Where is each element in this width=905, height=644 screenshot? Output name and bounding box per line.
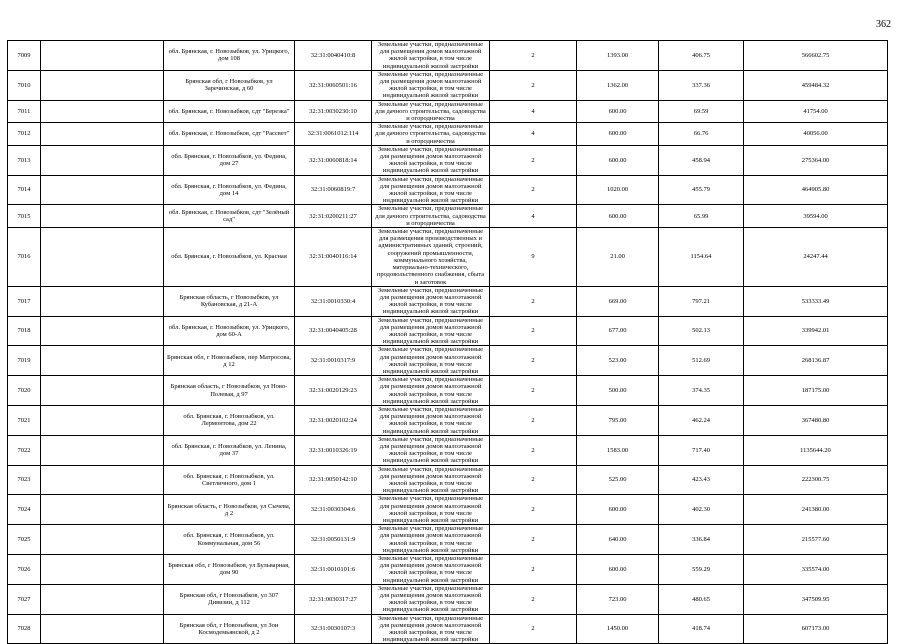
table-row (8, 123, 888, 146)
row-number: 7013 (8, 145, 41, 175)
land-use-cell: Земельные участки, предназначенные для размещения домов малоэтажной жилой застройки, в том числе индивидуальной жилой застройки (372, 405, 490, 435)
cadastral-number-cell: 32:31:0020102:24 (295, 405, 372, 435)
cadastral-number-cell: 32:31:0010317:9 (295, 346, 372, 376)
area-cell: 677.00 (577, 316, 659, 346)
address-cell: обл. Брянская, г. Новозыбков, сдт "Зелёный сад" (164, 205, 295, 228)
cadastral-number-cell: 32:31:0050142:10 (295, 465, 372, 495)
land-use-cell: Земельные участки, предназначенные для размещения домов малоэтажной жилой застройки, в том числе индивидуальной жилой застройки (372, 145, 490, 175)
rate-cell: 797.21 (659, 286, 744, 316)
rate-cell: 717.40 (659, 435, 744, 465)
group-cell: 9 (490, 228, 577, 287)
area-cell: 1020.00 (577, 175, 659, 205)
table-row (8, 286, 888, 316)
area-cell: 669.00 (577, 286, 659, 316)
address-cell: Брянская обл, г Новозыбков, ул Заречинская, д 60 (164, 70, 295, 100)
group-cell: 2 (490, 525, 577, 555)
row-number: 7019 (8, 346, 41, 376)
cadastral-number-cell: 32:31:0030317:27 (295, 584, 372, 614)
row-number: 7026 (8, 555, 41, 585)
group-cell: 2 (490, 495, 577, 525)
spacer-cell (41, 405, 164, 435)
cadastral-value-cell: 347509.95 (744, 584, 888, 614)
rate-cell: 406.75 (659, 41, 744, 71)
group-cell: 4 (490, 123, 577, 146)
group-cell: 2 (490, 465, 577, 495)
row-number: 7010 (8, 70, 41, 100)
cadastral-value-cell: 566602.75 (744, 41, 888, 71)
rate-cell: 1154.64 (659, 228, 744, 287)
table-row (8, 205, 888, 228)
area-cell: 1393.00 (577, 41, 659, 71)
table-row (8, 584, 888, 614)
land-use-cell: Земельные участки, предназначенные для размещения домов малоэтажной жилой застройки, в том числе индивидуальной жилой застройки (372, 175, 490, 205)
row-number: 7028 (8, 614, 41, 644)
table-row (8, 465, 888, 495)
spacer-cell (41, 286, 164, 316)
cadastral-value-cell: 222300.75 (744, 465, 888, 495)
spacer-cell (41, 70, 164, 100)
rate-cell: 559.29 (659, 555, 744, 585)
spacer-cell (41, 435, 164, 465)
group-cell: 2 (490, 376, 577, 406)
land-use-cell: Земельные участки, предназначенные для размещения домов малоэтажной жилой застройки, в том числе индивидуальной жилой застройки (372, 286, 490, 316)
rate-cell: 455.79 (659, 175, 744, 205)
group-cell: 2 (490, 614, 577, 644)
cadastral-value-cell: 268136.87 (744, 346, 888, 376)
address-cell: Брянская обл, г Новозыбков, ул Бульварная, дом 90 (164, 555, 295, 585)
land-use-cell: Земельные участки, предназначенные для размещения домов малоэтажной жилой застройки, в том числе индивидуальной жилой застройки (372, 346, 490, 376)
group-cell: 2 (490, 70, 577, 100)
rate-cell: 512.69 (659, 346, 744, 376)
group-cell: 2 (490, 316, 577, 346)
rate-cell: 374.35 (659, 376, 744, 406)
address-cell: Брянская обл, г Новозыбков, пер Матросова, д 12 (164, 346, 295, 376)
address-cell: обл. Брянская, г. Новозыбков, ул. Коммунальная, дом 56 (164, 525, 295, 555)
cadastral-value-cell: 367480.80 (744, 405, 888, 435)
area-cell: 525.00 (577, 465, 659, 495)
cadastral-value-cell: 459484.32 (744, 70, 888, 100)
group-cell: 2 (490, 286, 577, 316)
address-cell: обл. Брянская, г. Новозыбков, сдт "Березка" (164, 100, 295, 123)
table-row (8, 175, 888, 205)
row-number: 7011 (8, 100, 41, 123)
area-cell: 523.00 (577, 346, 659, 376)
cadastral-value-cell: 39594.00 (744, 205, 888, 228)
row-number: 7018 (8, 316, 41, 346)
page-number: 362 (876, 19, 891, 30)
group-cell: 2 (490, 175, 577, 205)
table-row (8, 228, 888, 287)
spacer-cell (41, 175, 164, 205)
table-row (8, 525, 888, 555)
address-cell: обл. Брянская, г. Новозыбков, ул. Красная (164, 228, 295, 287)
cadastral-value-cell: 464905.80 (744, 175, 888, 205)
spacer-cell (41, 205, 164, 228)
area-cell: 600.00 (577, 100, 659, 123)
land-use-cell: Земельные участки, предназначенные для размещения домов малоэтажной жилой застройки, в том числе индивидуальной жилой застройки (372, 376, 490, 406)
cadastral-number-cell: 32:31:0010326:19 (295, 435, 372, 465)
land-use-cell: Земельные участки, предназначенные для дачного строительства, садоводства и огородничества (372, 123, 490, 146)
spacer-cell (41, 100, 164, 123)
land-use-cell: Земельные участки, предназначенные для размещения домов малоэтажной жилой застройки, в том числе индивидуальной жилой застройки (372, 465, 490, 495)
spacer-cell (41, 41, 164, 71)
land-use-cell: Земельные участки, предназначенные для размещения производственных и административных зданий, строений, сооружений промышленности, коммунального хозяйства, материально-технического, продовольственного снабжения, сбыта и заготовок (372, 228, 490, 287)
spacer-cell (41, 316, 164, 346)
group-cell: 2 (490, 584, 577, 614)
rate-cell: 462.24 (659, 405, 744, 435)
land-use-cell: Земельные участки, предназначенные для размещения домов малоэтажной жилой застройки, в том числе индивидуальной жилой застройки (372, 614, 490, 644)
address-cell: Брянская область, г Новозыбков, ул Сычева, д 2 (164, 495, 295, 525)
table-row (8, 435, 888, 465)
row-number: 7027 (8, 584, 41, 614)
cadastral-value-cell: 533333.49 (744, 286, 888, 316)
table-body (8, 41, 888, 644)
rate-cell: 418.74 (659, 614, 744, 644)
row-number: 7012 (8, 123, 41, 146)
table-row (8, 495, 888, 525)
address-cell: обл. Брянская, г. Новозыбков, ул. Ленина, дом 37 (164, 435, 295, 465)
spacer-cell (41, 555, 164, 585)
land-use-cell: Земельные участки, предназначенные для размещения домов малоэтажной жилой застройки, в том числе индивидуальной жилой застройки (372, 495, 490, 525)
area-cell: 600.00 (577, 205, 659, 228)
rate-cell: 423.43 (659, 465, 744, 495)
cadastral-value-cell: 607173.00 (744, 614, 888, 644)
cadastral-value-cell: 275364.00 (744, 145, 888, 175)
cadastral-value-cell: 339942.01 (744, 316, 888, 346)
land-use-cell: Земельные участки, предназначенные для размещения домов малоэтажной жилой застройки, в том числе индивидуальной жилой застройки (372, 555, 490, 585)
rate-cell: 336.84 (659, 525, 744, 555)
cadastral-value-cell: 1135644.20 (744, 435, 888, 465)
address-cell: обл. Брянская, г. Новозыбков, ул. Урицкого, дом 108 (164, 41, 295, 71)
address-cell: обл. Брянская, г. Новозыбков, сдт "Рассвет" (164, 123, 295, 146)
land-use-cell: Земельные участки, предназначенные для размещения домов малоэтажной жилой застройки, в том числе индивидуальной жилой застройки (372, 41, 490, 71)
row-number: 7017 (8, 286, 41, 316)
spacer-cell (41, 228, 164, 287)
table-row (8, 316, 888, 346)
group-cell: 2 (490, 145, 577, 175)
cadastral-number-cell: 32:31:0040405:28 (295, 316, 372, 346)
rate-cell: 69.59 (659, 100, 744, 123)
cadastral-value-cell: 40056.00 (744, 123, 888, 146)
spacer-cell (41, 525, 164, 555)
group-cell: 2 (490, 555, 577, 585)
area-cell: 500.00 (577, 376, 659, 406)
spacer-cell (41, 123, 164, 146)
area-cell: 640.00 (577, 525, 659, 555)
table-row (8, 555, 888, 585)
area-cell: 1583.00 (577, 435, 659, 465)
row-number: 7009 (8, 41, 41, 71)
cadastral-number-cell: 32:31:0060501:16 (295, 70, 372, 100)
cadastral-value-cell: 215577.60 (744, 525, 888, 555)
rate-cell: 65.99 (659, 205, 744, 228)
spacer-cell (41, 614, 164, 644)
table-row (8, 41, 888, 71)
cadastral-number-cell: 32:31:0200211:27 (295, 205, 372, 228)
row-number: 7014 (8, 175, 41, 205)
address-cell: обл. Брянская, г. Новозыбков, ул. Федина, дом 27 (164, 145, 295, 175)
row-number: 7020 (8, 376, 41, 406)
row-number: 7015 (8, 205, 41, 228)
spacer-cell (41, 465, 164, 495)
table-row (8, 614, 888, 644)
row-number: 7025 (8, 525, 41, 555)
group-cell: 2 (490, 405, 577, 435)
land-register-table (7, 40, 888, 644)
rate-cell: 337.36 (659, 70, 744, 100)
cadastral-number-cell: 32:31:0060819:7 (295, 175, 372, 205)
spacer-cell (41, 376, 164, 406)
land-use-cell: Земельные участки, предназначенные для размещения домов малоэтажной жилой застройки, в том числе индивидуальной жилой застройки (372, 316, 490, 346)
address-cell: Брянская обл, г Новозыбков, ул 307 Дивизии, д 112 (164, 584, 295, 614)
cadastral-value-cell: 41754.00 (744, 100, 888, 123)
address-cell: обл. Брянская, г. Новозыбков, ул. Федина, дом 14 (164, 175, 295, 205)
area-cell: 21.00 (577, 228, 659, 287)
group-cell: 4 (490, 100, 577, 123)
table-row (8, 145, 888, 175)
group-cell: 2 (490, 346, 577, 376)
cadastral-value-cell: 335574.00 (744, 555, 888, 585)
area-cell: 795.00 (577, 405, 659, 435)
land-use-cell: Земельные участки, предназначенные для размещения домов малоэтажной жилой застройки, в том числе индивидуальной жилой застройки (372, 70, 490, 100)
area-cell: 600.00 (577, 555, 659, 585)
land-use-cell: Земельные участки, предназначенные для размещения домов малоэтажной жилой застройки, в том числе индивидуальной жилой застройки (372, 584, 490, 614)
address-cell: обл. Брянская, г. Новозыбков, ул. Лермонтова, дом 22 (164, 405, 295, 435)
area-cell: 723.00 (577, 584, 659, 614)
rate-cell: 66.76 (659, 123, 744, 146)
spacer-cell (41, 584, 164, 614)
address-cell: обл. Брянская, г. Новозыбков, ул. Урицкого, дом 60-А (164, 316, 295, 346)
row-number: 7021 (8, 405, 41, 435)
group-cell: 4 (490, 205, 577, 228)
cadastral-number-cell: 32:31:0020129:23 (295, 376, 372, 406)
table-row (8, 405, 888, 435)
cadastral-number-cell: 32:31:0030230:10 (295, 100, 372, 123)
address-cell: обл. Брянская, г. Новозыбков, ул. Светличного, дом 1 (164, 465, 295, 495)
row-number: 7023 (8, 465, 41, 495)
cadastral-value-cell: 241380.00 (744, 495, 888, 525)
rate-cell: 480.65 (659, 584, 744, 614)
area-cell: 600.00 (577, 123, 659, 146)
cadastral-number-cell: 32:31:0010330:4 (295, 286, 372, 316)
group-cell: 2 (490, 41, 577, 71)
area-cell: 600.00 (577, 145, 659, 175)
row-number: 7016 (8, 228, 41, 287)
rate-cell: 458.94 (659, 145, 744, 175)
table-row (8, 376, 888, 406)
spacer-cell (41, 145, 164, 175)
land-use-cell: Земельные участки, предназначенные для дачного строительства, садоводства и огородничества (372, 205, 490, 228)
table-row (8, 346, 888, 376)
cadastral-number-cell: 32:31:0050131:9 (295, 525, 372, 555)
rate-cell: 502.13 (659, 316, 744, 346)
area-cell: 1450.00 (577, 614, 659, 644)
address-cell: Брянская область, г Новозыбков, ул Кубановская, д 21-А (164, 286, 295, 316)
land-use-cell: Земельные участки, предназначенные для дачного строительства, садоводства и огородничества (372, 100, 490, 123)
area-cell: 600.00 (577, 495, 659, 525)
area-cell: 1362.00 (577, 70, 659, 100)
address-cell: Брянская область, г Новозыбков, ул Ново-Полевая, д 97 (164, 376, 295, 406)
cadastral-number-cell: 32:31:0061012:114 (295, 123, 372, 146)
table-row (8, 70, 888, 100)
cadastral-number-cell: 32:31:0030107:3 (295, 614, 372, 644)
table-row (8, 100, 888, 123)
spacer-cell (41, 346, 164, 376)
address-cell: Брянская обл, г Новозыбков, ул Зои Космодемьянской, д 2 (164, 614, 295, 644)
cadastral-number-cell: 32:31:0030304:6 (295, 495, 372, 525)
cadastral-value-cell: 187175.00 (744, 376, 888, 406)
land-use-cell: Земельные участки, предназначенные для размещения домов малоэтажной жилой застройки, в том числе индивидуальной жилой застройки (372, 525, 490, 555)
spacer-cell (41, 495, 164, 525)
rate-cell: 402.30 (659, 495, 744, 525)
cadastral-number-cell: 32:31:0040116:14 (295, 228, 372, 287)
row-number: 7022 (8, 435, 41, 465)
cadastral-number-cell: 32:31:0010101:6 (295, 555, 372, 585)
cadastral-number-cell: 32:31:0060818:14 (295, 145, 372, 175)
cadastral-value-cell: 24247.44 (744, 228, 888, 287)
land-use-cell: Земельные участки, предназначенные для размещения домов малоэтажной жилой застройки, в том числе индивидуальной жилой застройки (372, 435, 490, 465)
group-cell: 2 (490, 435, 577, 465)
cadastral-number-cell: 32:31:0040410:8 (295, 41, 372, 71)
row-number: 7024 (8, 495, 41, 525)
